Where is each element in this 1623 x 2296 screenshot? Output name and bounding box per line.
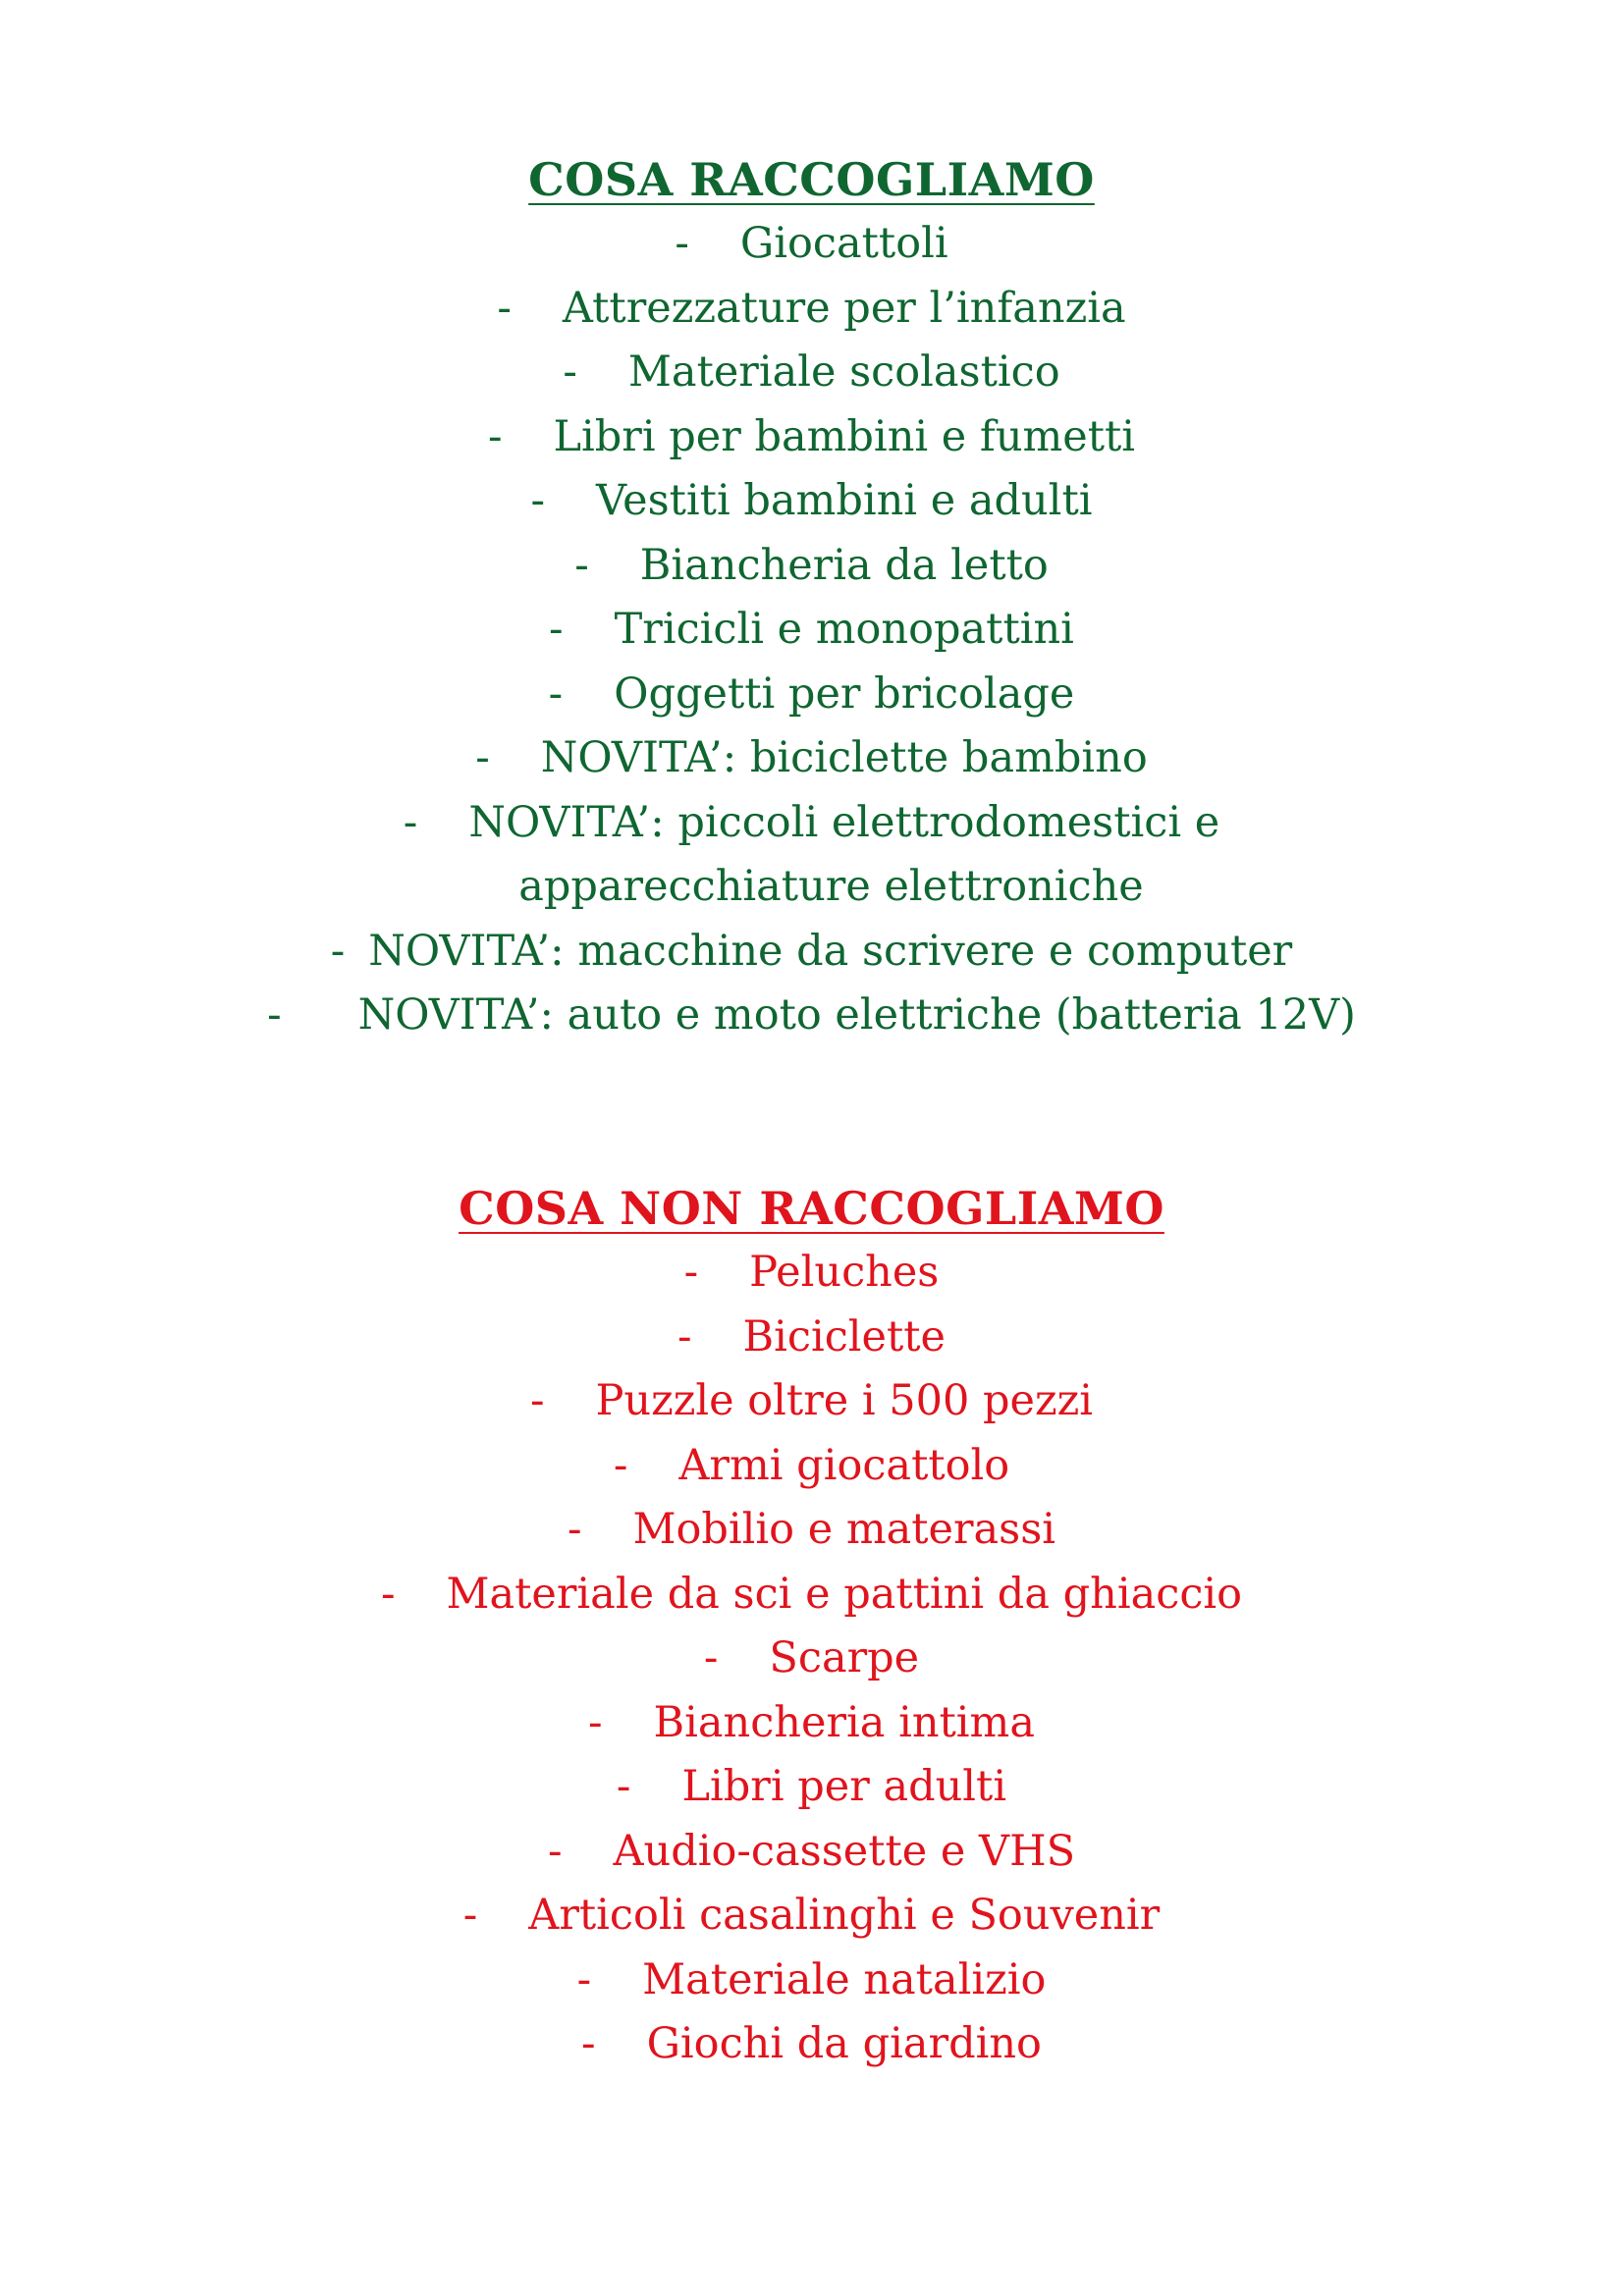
list-dash: - bbox=[563, 347, 577, 397]
list-item bbox=[0, 341, 1623, 405]
list-item-label: Attrezzature per l’infanzia bbox=[562, 283, 1126, 333]
list-item bbox=[0, 1306, 1623, 1370]
list-item-label: Materiale natalizio bbox=[642, 1954, 1047, 2004]
list-item bbox=[0, 534, 1623, 599]
list-item-label: NOVITA’: piccoli elettrodomestici e bbox=[468, 797, 1220, 847]
list-item-label: Armi giocattolo bbox=[678, 1440, 1010, 1490]
list-item bbox=[0, 405, 1623, 470]
list-item-label: Puzzle oltre i 500 pezzi bbox=[595, 1376, 1094, 1425]
list-item bbox=[0, 791, 1623, 856]
list-dash: - bbox=[613, 1440, 628, 1490]
not-collect-list bbox=[0, 1241, 1623, 2077]
list-item bbox=[0, 1369, 1623, 1434]
list-dash: - bbox=[530, 476, 546, 525]
list-dash: - bbox=[529, 1376, 545, 1425]
list-item bbox=[0, 1884, 1623, 1949]
list-item-label: Mobilio e materassi bbox=[632, 1505, 1056, 1554]
list-dash: - bbox=[267, 990, 282, 1040]
list-item bbox=[0, 726, 1623, 791]
list-dash: - bbox=[676, 1311, 692, 1362]
list-dash: - bbox=[462, 1891, 478, 1940]
list-dash: - bbox=[403, 797, 418, 847]
list-item-label: Scarpe bbox=[769, 1633, 920, 1682]
list-item bbox=[0, 1949, 1623, 2013]
list-item bbox=[0, 1691, 1623, 1756]
list-item-label: NOVITA’: auto e moto elettriche (batteria 12V) bbox=[357, 990, 1356, 1040]
collect-section bbox=[0, 147, 1623, 1048]
list-item-label: apparecchiature elettroniche bbox=[518, 862, 1144, 911]
collect-list bbox=[0, 212, 1623, 1048]
list-dash: - bbox=[703, 1633, 719, 1682]
not-collect-section bbox=[0, 1176, 1623, 2077]
list-item-label: Giocattoli bbox=[739, 219, 948, 268]
list-item-label: Peluches bbox=[749, 1248, 940, 1297]
list-item bbox=[0, 2012, 1623, 2077]
list-item-label: Biancheria da letto bbox=[639, 540, 1049, 590]
list-item bbox=[0, 984, 1623, 1048]
list-item-label: Tricicli e monopattini bbox=[614, 605, 1074, 654]
list-item bbox=[0, 1434, 1623, 1499]
list-dash: - bbox=[549, 605, 564, 654]
list-dash: - bbox=[574, 540, 589, 590]
list-item-continuation bbox=[0, 855, 1623, 920]
list-item-label: NOVITA’: biciclette bambino bbox=[540, 733, 1148, 782]
list-item-label: Biciclette bbox=[742, 1311, 946, 1362]
list-dash: - bbox=[588, 1697, 603, 1747]
list-item bbox=[0, 663, 1623, 727]
list-item bbox=[0, 1755, 1623, 1820]
list-item-label: Audio-cassette e VHS bbox=[613, 1826, 1076, 1876]
list-item-label: Libri per adulti bbox=[681, 1762, 1007, 1811]
list-item bbox=[0, 1498, 1623, 1563]
list-dash: - bbox=[683, 1248, 699, 1297]
list-dash: - bbox=[497, 283, 512, 333]
list-item-label: Articoli casalinghi e Souvenir bbox=[528, 1891, 1161, 1940]
list-dash: - bbox=[475, 733, 490, 782]
list-dash: - bbox=[616, 1762, 631, 1811]
list-dash: - bbox=[675, 219, 689, 268]
list-item bbox=[0, 920, 1623, 985]
list-item-label: Oggetti per bricolage bbox=[614, 668, 1075, 719]
list-item-label: Materiale scolastico bbox=[627, 347, 1060, 397]
list-item-label: NOVITA’: macchine da scrivere e computer bbox=[368, 926, 1293, 976]
list-dash: - bbox=[576, 1954, 592, 2004]
collect-heading: COSA RACCOGLIAMO bbox=[528, 153, 1095, 206]
list-dash: - bbox=[330, 926, 346, 976]
list-item bbox=[0, 277, 1623, 342]
list-item bbox=[0, 598, 1623, 663]
list-item bbox=[0, 212, 1623, 277]
list-dash: - bbox=[547, 1826, 563, 1876]
list-item-label: Giochi da giardino bbox=[646, 2019, 1042, 2068]
list-item bbox=[0, 1563, 1623, 1628]
list-item-label: Libri per bambini e fumetti bbox=[553, 411, 1136, 461]
list-item-label: Materiale da sci e pattini da ghiaccio bbox=[446, 1569, 1243, 1619]
list-item bbox=[0, 1820, 1623, 1885]
list-item bbox=[0, 1627, 1623, 1691]
list-item-label: Vestiti bambini e adulti bbox=[596, 476, 1093, 525]
list-item bbox=[0, 1241, 1623, 1306]
list-dash: - bbox=[380, 1569, 396, 1619]
not-collect-heading: COSA NON RACCOGLIAMO bbox=[459, 1182, 1164, 1235]
list-dash: - bbox=[567, 1505, 582, 1554]
list-item bbox=[0, 469, 1623, 534]
list-dash: - bbox=[548, 668, 564, 719]
list-dash: - bbox=[581, 2019, 596, 2068]
list-item-label: Biancheria intima bbox=[653, 1697, 1035, 1747]
list-dash: - bbox=[487, 411, 503, 461]
